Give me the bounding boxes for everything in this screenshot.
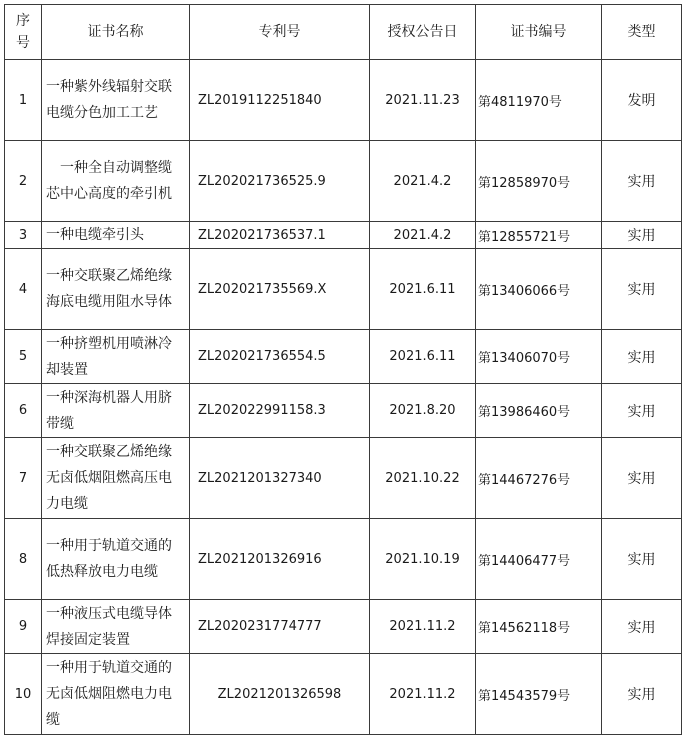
cell-name: 一种挤塑机用喷淋冷却装置 bbox=[42, 330, 190, 384]
cell-date: 2021.6.11 bbox=[370, 330, 476, 384]
cell-name: 一种用于轨道交通的无卤低烟阻燃电力电缆 bbox=[42, 654, 190, 735]
cell-patent: ZL2021201326598 bbox=[190, 654, 370, 735]
cell-cert: 第14406477号 bbox=[476, 519, 602, 600]
cell-name: 一种交联聚乙烯绝缘海底电缆用阻水导体 bbox=[42, 249, 190, 330]
cell-cert: 第14467276号 bbox=[476, 438, 602, 519]
table-row bbox=[5, 600, 682, 654]
patent-certificate-table bbox=[4, 4, 682, 735]
cell-patent: ZL202021736525.9 bbox=[190, 141, 370, 222]
table-header bbox=[5, 5, 682, 60]
cell-date: 2021.8.20 bbox=[370, 384, 476, 438]
header-seq-label: 序号 bbox=[16, 13, 30, 51]
table-row bbox=[5, 141, 682, 222]
cell-seq: 1 bbox=[5, 60, 42, 141]
cell-patent: ZL202021735569.X bbox=[190, 249, 370, 330]
cell-name: 一种电缆牵引头 bbox=[42, 222, 190, 249]
cell-cert: 第13406070号 bbox=[476, 330, 602, 384]
cell-type: 实用 bbox=[602, 222, 682, 249]
header-seq bbox=[5, 5, 42, 60]
cell-seq: 2 bbox=[5, 141, 42, 222]
cell-cert: 第14543579号 bbox=[476, 654, 602, 735]
table-body bbox=[5, 60, 682, 735]
cell-cert: 第4811970号 bbox=[476, 60, 602, 141]
cell-seq: 3 bbox=[5, 222, 42, 249]
cell-type: 实用 bbox=[602, 600, 682, 654]
cell-type: 实用 bbox=[602, 654, 682, 735]
cell-name: 一种交联聚乙烯绝缘无卤低烟阻燃高压电力电缆 bbox=[42, 438, 190, 519]
header-name: 证书名称 bbox=[42, 5, 190, 60]
cell-seq: 8 bbox=[5, 519, 42, 600]
cell-date: 2021.10.22 bbox=[370, 438, 476, 519]
cell-name: 一种深海机器人用脐带缆 bbox=[42, 384, 190, 438]
cell-cert: 第13406066号 bbox=[476, 249, 602, 330]
cell-type: 发明 bbox=[602, 60, 682, 141]
cell-date: 2021.11.2 bbox=[370, 654, 476, 735]
cell-patent: ZL2021201326916 bbox=[190, 519, 370, 600]
cell-seq: 10 bbox=[5, 654, 42, 735]
cell-seq: 6 bbox=[5, 384, 42, 438]
cell-date: 2021.10.19 bbox=[370, 519, 476, 600]
header-date: 授权公告日 bbox=[370, 5, 476, 60]
cell-patent: ZL2020231774777 bbox=[190, 600, 370, 654]
header-type: 类型 bbox=[602, 5, 682, 60]
table-row bbox=[5, 384, 682, 438]
table-row bbox=[5, 519, 682, 600]
cell-name bbox=[42, 141, 190, 222]
cell-seq: 7 bbox=[5, 438, 42, 519]
cell-date: 2021.4.2 bbox=[370, 222, 476, 249]
cell-patent: ZL2019112251840 bbox=[190, 60, 370, 141]
cell-type: 实用 bbox=[602, 438, 682, 519]
table-row bbox=[5, 438, 682, 519]
table-row bbox=[5, 222, 682, 249]
cell-seq: 4 bbox=[5, 249, 42, 330]
cell-type: 实用 bbox=[602, 519, 682, 600]
header-row bbox=[5, 5, 682, 60]
cell-name: 一种用于轨道交通的低热释放电力电缆 bbox=[42, 519, 190, 600]
table-row bbox=[5, 60, 682, 141]
cell-date: 2021.11.23 bbox=[370, 60, 476, 141]
cell-patent: ZL2021201327340 bbox=[190, 438, 370, 519]
cell-patent: ZL202022991158.3 bbox=[190, 384, 370, 438]
cell-cert: 第12855721号 bbox=[476, 222, 602, 249]
table-row bbox=[5, 330, 682, 384]
cell-type: 实用 bbox=[602, 249, 682, 330]
table-row bbox=[5, 249, 682, 330]
cell-name: 一种紫外线辐射交联电缆分色加工工艺 bbox=[42, 60, 190, 141]
header-cert: 证书编号 bbox=[476, 5, 602, 60]
cell-seq: 9 bbox=[5, 600, 42, 654]
cell-date: 2021.4.2 bbox=[370, 141, 476, 222]
cell-cert: 第13986460号 bbox=[476, 384, 602, 438]
cell-name-text: 一种全自动调整缆芯中心高度的牵引机 bbox=[46, 160, 172, 202]
cell-type: 实用 bbox=[602, 141, 682, 222]
cell-name: 一种液压式电缆导体焊接固定装置 bbox=[42, 600, 190, 654]
table-row bbox=[5, 654, 682, 735]
cell-cert: 第12858970号 bbox=[476, 141, 602, 222]
cell-type: 实用 bbox=[602, 330, 682, 384]
cell-cert: 第14562118号 bbox=[476, 600, 602, 654]
header-patent: 专利号 bbox=[190, 5, 370, 60]
cell-date: 2021.11.2 bbox=[370, 600, 476, 654]
cell-seq: 5 bbox=[5, 330, 42, 384]
cell-date: 2021.6.11 bbox=[370, 249, 476, 330]
cell-patent: ZL202021736537.1 bbox=[190, 222, 370, 249]
cell-patent: ZL202021736554.5 bbox=[190, 330, 370, 384]
cell-type: 实用 bbox=[602, 384, 682, 438]
